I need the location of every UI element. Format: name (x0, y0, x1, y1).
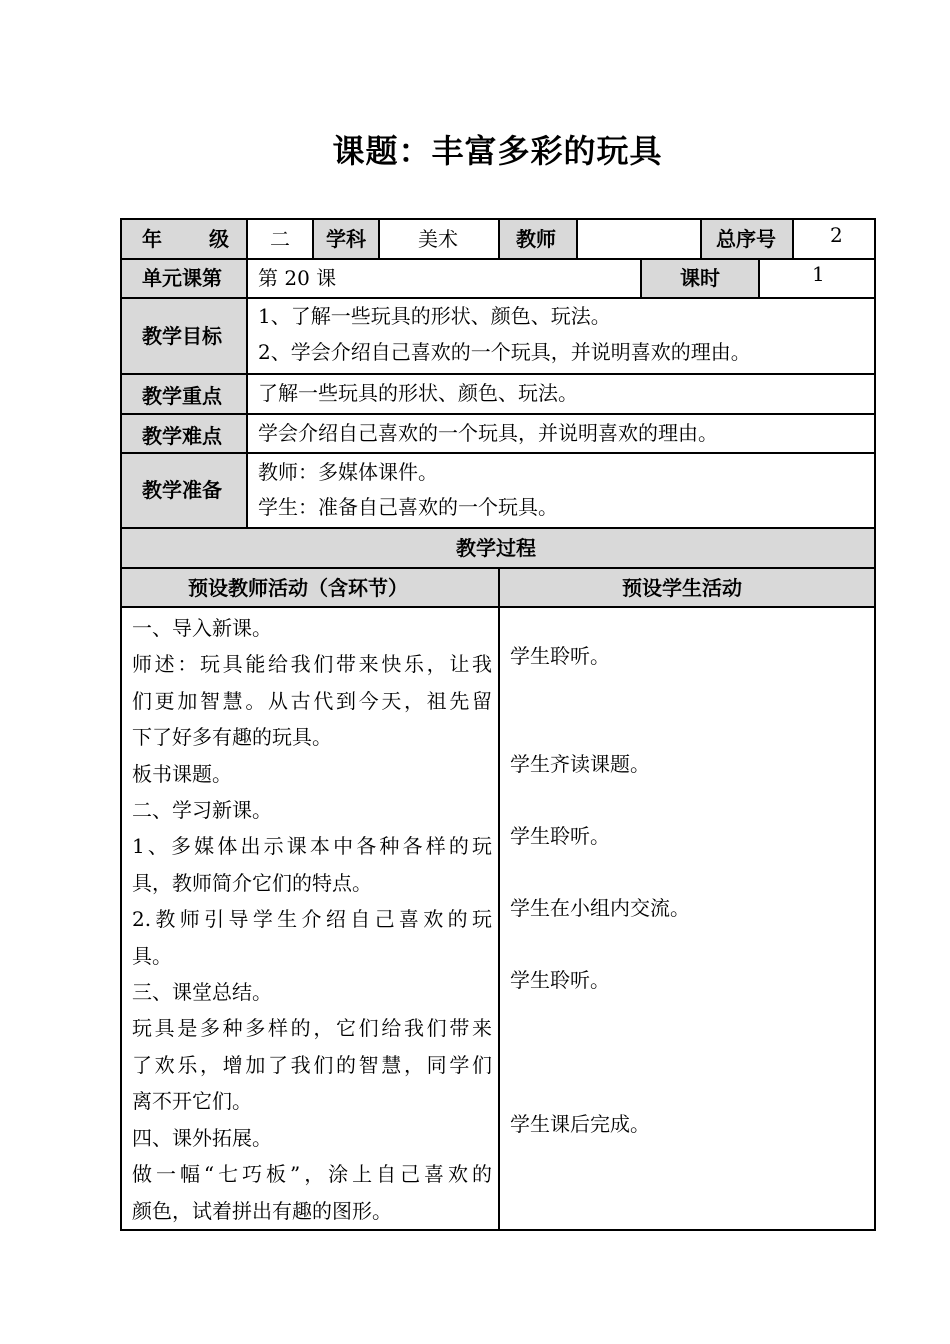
serial-value: 2 (830, 223, 843, 247)
teacher-activity-header-cell (122, 569, 500, 608)
teacher-line: 做一幅“七巧板”，涂上自己喜欢的 (132, 1162, 492, 1187)
teacher-line: 1、多媒体出示课本中各种各样的玩 (132, 834, 492, 859)
preparation-label-cell (122, 454, 248, 529)
preparation-item: 教师：多媒体课件。 (258, 460, 438, 484)
teacher-line: 二、学习新课。 (132, 798, 272, 823)
period-label: 课时 (680, 266, 720, 290)
student-item: 学生齐读课题。 (510, 752, 650, 776)
objective-item: 2、学会介绍自己喜欢的一个玩具，并说明喜欢的理由。 (258, 340, 751, 364)
teacher-line: 四、课外拓展。 (132, 1125, 272, 1150)
subject-label: 学科 (326, 227, 366, 251)
teacher-activity-cell (122, 608, 500, 1231)
difficulty-label-cell (122, 415, 248, 454)
grade-label-cell (122, 220, 248, 260)
teacher-line: 颜色，试着拼出有趣的图形。 (132, 1198, 392, 1223)
period-value: 1 (812, 262, 825, 286)
unit-value: 第 20 课 (258, 266, 337, 290)
subject-value: 美术 (418, 227, 458, 251)
subject-value-cell (380, 220, 500, 260)
teacher-line: 具。 (132, 943, 172, 968)
objectives-value-cell (248, 299, 876, 375)
student-activity-header-cell (500, 569, 876, 608)
lesson-plan-table (120, 218, 876, 1231)
teacher-line: 们更加智慧。从古代到今天，祖先留 (132, 688, 492, 713)
focus-text: 了解一些玩具的形状、颜色、玩法。 (258, 381, 578, 405)
teacher-line: 板书课题。 (132, 761, 232, 786)
student-item: 学生聆听。 (510, 824, 610, 848)
objective-item: 1、了解一些玩具的形状、颜色、玩法。 (258, 304, 611, 328)
objectives-label-cell (122, 299, 248, 375)
preparation-item: 学生：准备自己喜欢的一个玩具。 (258, 495, 558, 519)
teacher-line: 一、导入新课。 (132, 616, 272, 640)
teacher-value-cell (578, 220, 702, 260)
focus-value-cell (248, 375, 876, 415)
period-value-cell (760, 260, 876, 299)
teacher-label: 教师 (516, 227, 556, 251)
focus-label: 教学重点 (142, 384, 222, 408)
teacher-line: 离不开它们。 (132, 1089, 252, 1114)
student-activity-header: 预设学生活动 (622, 576, 742, 600)
serial-label-cell (702, 220, 794, 260)
grade-label: 年 级 (142, 227, 229, 251)
teacher-line: 下了好多有趣的玩具。 (132, 725, 332, 750)
unit-value-cell (248, 260, 642, 299)
grade-value-cell (248, 220, 314, 260)
process-header-cell (122, 529, 876, 569)
teacher-line: 玩具是多种多样的，它们给我们带来 (132, 1016, 492, 1041)
subject-label-cell (314, 220, 380, 260)
process-label: 教学过程 (456, 536, 536, 560)
preparation-value-cell (248, 454, 876, 529)
preparation-label: 教学准备 (142, 478, 222, 502)
grade-value: 二 (270, 227, 290, 251)
difficulty-label: 教学难点 (142, 424, 222, 448)
teacher-line: 师述：玩具能给我们带来快乐，让我 (132, 652, 492, 677)
student-item: 学生聆听。 (510, 644, 610, 668)
page-title: 课题：丰富多彩的玩具 (332, 132, 663, 170)
serial-label: 总序号 (716, 227, 776, 251)
unit-label: 单元课第 (142, 266, 222, 290)
teacher-line: 具，教师简介它们的特点。 (132, 870, 372, 895)
student-item: 学生聆听。 (510, 968, 610, 992)
student-item: 学生课后完成。 (510, 1112, 650, 1136)
difficulty-text: 学会介绍自己喜欢的一个玩具，并说明喜欢的理由。 (258, 421, 718, 445)
unit-label-cell (122, 260, 248, 299)
student-activity-cell (500, 608, 876, 1231)
teacher-label-cell (500, 220, 578, 260)
focus-label-cell (122, 375, 248, 415)
teacher-line: 三、课堂总结。 (132, 980, 272, 1005)
serial-value-cell (794, 220, 876, 260)
difficulty-value-cell (248, 415, 876, 454)
student-item: 学生在小组内交流。 (510, 896, 690, 920)
objectives-label: 教学目标 (142, 324, 222, 348)
teacher-activity-header: 预设教师活动（含环节） (188, 576, 408, 600)
teacher-line: 了欢乐，增加了我们的智慧，同学们 (132, 1052, 492, 1077)
teacher-line: 2.教师引导学生介绍自己喜欢的玩 (132, 907, 492, 932)
period-label-cell (642, 260, 760, 299)
